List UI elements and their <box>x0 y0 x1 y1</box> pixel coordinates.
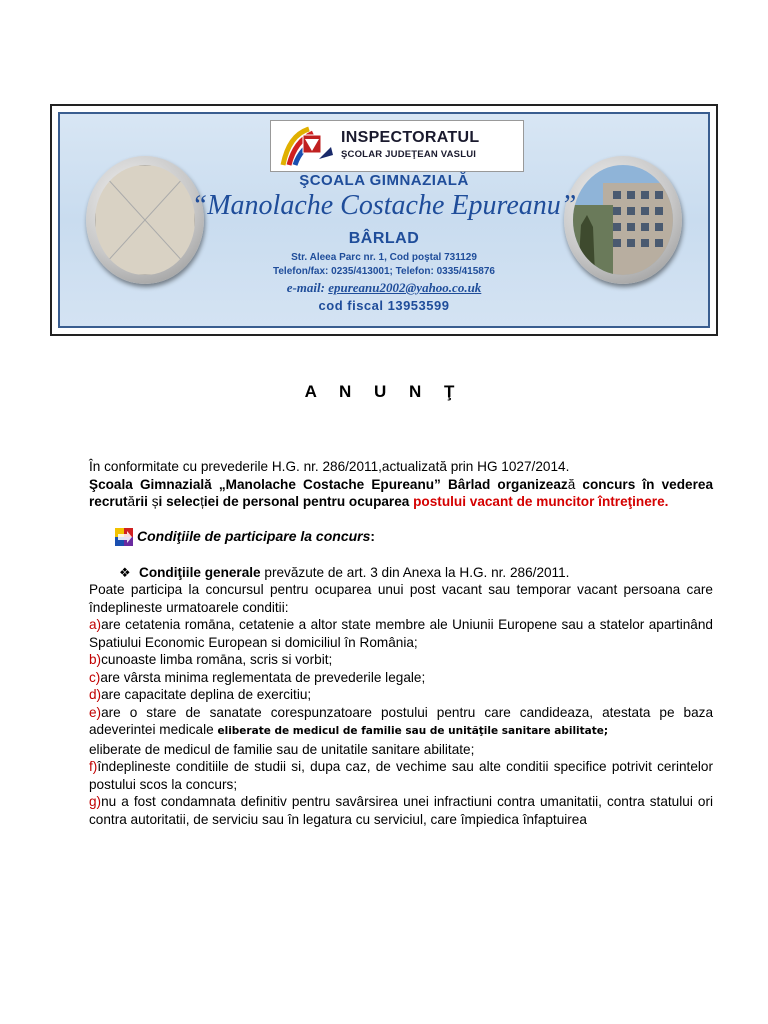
list-item: d)are capacitate deplina de exercitiu; <box>89 687 312 702</box>
conditions-heading: Condiţiile de participare la concurs : <box>89 528 713 546</box>
inspectorate-logo <box>270 120 524 172</box>
list-item: c)are vârsta minima reglementata de prevederile legale; <box>89 669 426 685</box>
general-conditions-row <box>89 564 713 582</box>
logo-subtitle: ŞCOLAR JUDEŢEAN VASLUI <box>341 149 477 160</box>
list-item: a)are cetatenia romāna, cetatenie a altor state membre ale Uniunii Europene sau a statelor apartinând Spatiului Economic European si domiciliul în România; <box>89 617 713 650</box>
email-label: e-mail: <box>286 280 329 295</box>
general-conditions-label: Condiţiile generale <box>139 564 261 580</box>
list-item: g)nu a fost condamnata definitiv pentru savârsirea unei infractiuni contra umanitatii, contra statului ori contra autoritatii, de serviciu sau în legatura cu serviciul, care împiedica înfaptuirea <box>89 794 713 827</box>
inspectorate-emblem-icon <box>279 125 335 167</box>
letterhead <box>50 104 718 336</box>
intro-line: În conformitate cu prevederile H.G. nr. 286/2011,actualizată prin HG 1027/2014. <box>89 459 570 474</box>
general-conditions-text: prevăzute de art. 3 din Anexa la H.G. nr. 286/2011. <box>260 564 570 580</box>
school-address: Str. Aleea Parc nr. 1, Cod poştal 731129 <box>291 252 477 263</box>
school-type: ŞCOALA GIMNAZIALĂ <box>299 172 469 189</box>
intro-paragraph: Şcoala Gimnazială „Manolache Costache Epureanu” Bârlad organizează concurs în vederea recrutării și selecției de personal pentru ocuparea postului vacant de muncitor întreţinere. <box>89 476 713 509</box>
list-item: b)cunoaste limba romāna, scris si vorbit; <box>89 652 333 667</box>
logo-title: INSPECTORATUL <box>341 129 480 146</box>
list-item: e)are o stare de sanatate corespunzatoare postului pentru care candideaza, atestata pe baza adeverintei medicale eliberate de medicul de familie sau de unităţile sanitare abilitate; <box>89 704 713 737</box>
school-name: “Manolache Costache Epureanu” <box>191 190 577 221</box>
list-item: eliberate de medicul de familie sau de unitatile sanitare abilitate; <box>89 741 475 757</box>
school-fiscal-code: cod fiscal 13953599 <box>318 298 450 313</box>
letterhead-panel <box>58 112 710 328</box>
school-city: BÂRLAD <box>348 230 420 247</box>
announcement-title: A N U N Ţ <box>304 382 464 401</box>
school-email-line <box>60 280 708 296</box>
school-phone: Telefon/fax: 0235/413001; Telefon: 0335/415876 <box>273 266 495 277</box>
eligibility-paragraph: Poate participa la concursul pentru ocuparea unui post vacant sau temporar vacant persoana care îndeplineste urmatoarele conditii: <box>89 582 713 615</box>
vacant-position: postului vacant de muncitor întreţinere <box>413 494 665 509</box>
conditions-heading-text: Condiţiile de participare la concurs <box>137 527 371 544</box>
email-link[interactable]: epureanu2002@yahoo.co.uk <box>328 280 482 295</box>
announcement-body <box>89 458 713 828</box>
list-item: f)îndeplineste conditiile de studii si, dupa caz, de vechime sau alte conditii specifice potrivit cerintelor postului scos la concurs; <box>89 759 713 792</box>
bullet-arrow-icon <box>115 528 133 546</box>
diamond-bullet-icon: ❖ <box>119 564 131 580</box>
